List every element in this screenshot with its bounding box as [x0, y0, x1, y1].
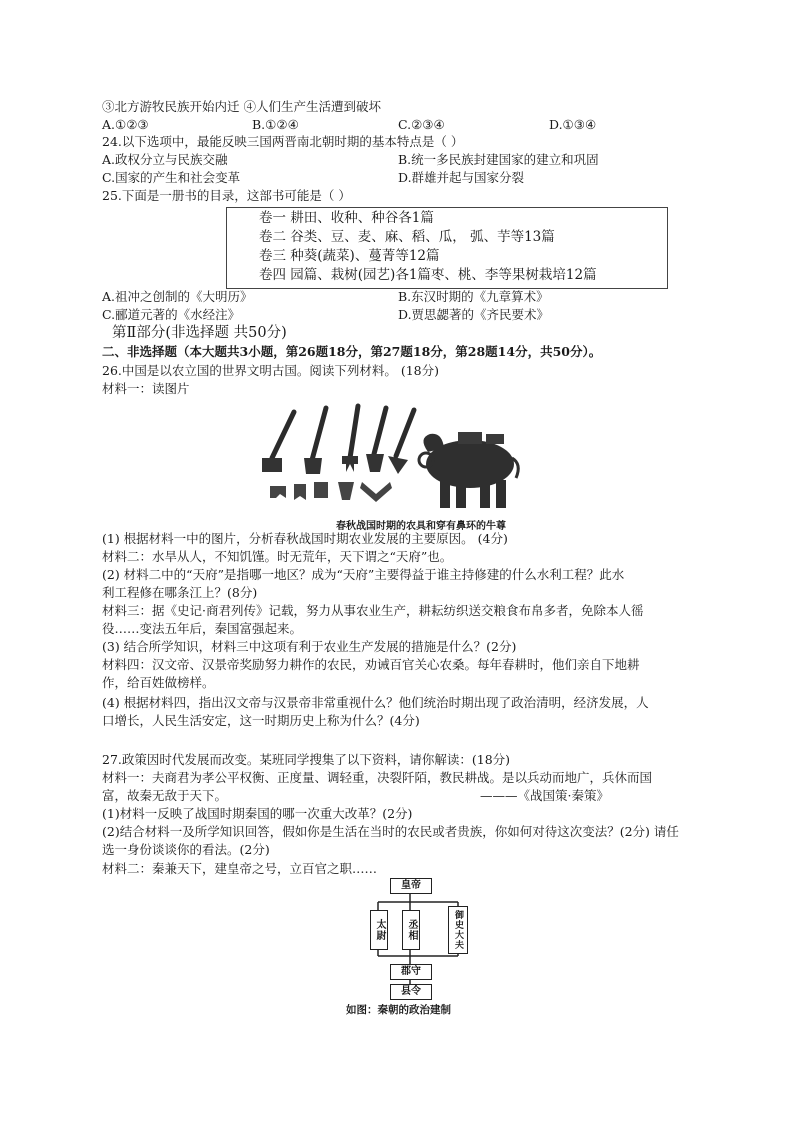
image-caption: 春秋战国时期的农具和穿有鼻环的牛尊: [336, 521, 506, 532]
q27-stem: 27.政策因时代发展而改变。某班同学搜集了以下资料，请你解读：(18分): [102, 752, 511, 767]
q23-items-line: ③北方游牧民族开始内迁 ④人们生产生活遭到破坏: [102, 99, 381, 114]
q24-option-c: C.国家的产生和社会变革: [102, 170, 241, 185]
emperor-box: 皇帝: [390, 878, 432, 894]
q23-option-d: D.①③④: [549, 117, 597, 132]
q27-material-1-line-1: 材料一：夫商君为孝公平权衡、正度量、调轻重，决裂阡陌，教民耕战。是以兵动而地广，兵休而国: [102, 770, 653, 785]
toc-row-2: 卷二 谷类、豆、麦、麻、稻、瓜， 弧、芋等13篇: [259, 229, 555, 245]
q26-material-3-line-2: 役……变法五年后，秦国富强起来。: [102, 621, 303, 636]
q27-question-2-line-1: (2)结合材料一及所学知识回答，假如你是生活在当时的农民或者贵族，你如何对待这次变法？(2分) 请任: [102, 824, 679, 839]
part2-title: 第Ⅱ部分(非选择题 共50分): [112, 325, 287, 341]
q25-stem: 25.下面是一册书的目录，这部书可能是（ ）: [102, 188, 351, 203]
q26-material-4-line-2: 作，给百姓做榜样。: [102, 675, 215, 690]
yushi-box: 御史大夫: [448, 906, 468, 954]
q23-option-c: C.②③④: [398, 117, 445, 132]
q27-material-2: 材料二：秦兼天下，建皇帝之号，立百官之职……: [102, 861, 378, 876]
q25-option-c: C.郦道元著的《水经注》: [102, 307, 241, 322]
toc-row-3: 卷三 种葵(蔬菜)、蔓菁等12篇: [259, 248, 440, 264]
q24-option-a: A.政权分立与民族交融: [102, 152, 228, 167]
q25-option-d: D.贾思勰著的《齐民要术》: [398, 307, 550, 322]
q26-question-3: (3) 结合所学知识，材料三中这项有利于农业生产发展的措施是什么？(2分): [102, 639, 517, 654]
q26-question-2-line-1: (2) 材料二中的“天府”是指哪一地区？成为“天府”主要得益于谁主持修建的什么水利工程？此水: [102, 567, 625, 582]
q27-material-1-line-2: 富，故秦无敌于天下。: [102, 788, 228, 803]
q26-question-4-line-2: 口增长，人民生活安定，这一时期历史上称为什么？(4分): [102, 713, 420, 728]
q26-material-4-line-1: 材料四：汉文帝、汉景帝奖励努力耕作的农民，劝诫百官关心农桑。每年春耕时，他们亲自下地耕: [102, 657, 640, 672]
q26-stem: 26.中国是以农立国的世界文明古国。阅读下列材料。 (18分): [102, 363, 440, 378]
q26-material-3-line-1: 材料三：据《史记·商君列传》记载，努力从事农业生产，耕耘纺织送交粮食布帛多者，免除本人徭: [102, 603, 644, 618]
diagram-caption: 如图：秦朝的政治建制: [346, 1004, 451, 1016]
q24-option-d: D.群雄并起与国家分裂: [398, 170, 525, 185]
xianling-box: 县令: [390, 984, 432, 1000]
q25-option-b: B.东汉时期的《九章算术》: [398, 289, 549, 304]
q27-question-1: (1)材料一反映了战国时期秦国的哪一次重大改革？(2分): [102, 806, 413, 821]
taiwei-box: 太尉: [370, 910, 388, 950]
section-heading: 二、非选择题（本大题共3小题，第26题18分，第27题18分，第28题14分，共50分）。: [102, 344, 602, 359]
q27-material-1-source: ———《战国策·秦策》: [480, 788, 609, 803]
q24-option-b: B.统一多民族封建国家的建立和巩固: [398, 152, 599, 167]
junshou-box: 郡守: [390, 964, 432, 980]
q27-question-2-line-2: 选一身份谈谈你的看法。(2分): [102, 842, 270, 857]
q26-question-2-line-2: 利工程修在哪条江上？(8分): [102, 585, 258, 600]
toc-row-1: 卷一 耕田、收种、种谷各1篇: [259, 210, 434, 226]
q26-question-4-line-1: (4) 根据材料四，指出汉文帝与汉景帝非常重视什么？他们统治时期出现了政治清明，经济发展，人: [102, 695, 649, 710]
q26-question-1: (1) 根据材料一中的图片，分析春秋战国时期农业发展的主要原因。 (4分): [102, 531, 508, 546]
toc-row-4: 卷四 园篇、栽树(园艺)各1篇枣、桃、李等果树栽培12篇: [259, 267, 597, 283]
chengxiang-box: 丞相: [402, 910, 420, 950]
q23-option-b: B.①②④: [252, 117, 299, 132]
toc-box: [226, 207, 668, 289]
q25-option-a: A.祖冲之创制的《大明历》: [102, 289, 253, 304]
q26-material-2: 材料二：水旱从人，不知饥馑。时无荒年，天下谓之“天府”也。: [102, 549, 453, 564]
q26-material-1-label: 材料一：读图片: [102, 381, 190, 396]
q24-stem: 24.以下选项中，最能反映三国两晋南北朝时期的基本特点是（ ）: [102, 134, 464, 149]
farm-tools-and-ox-image: [258, 398, 528, 528]
q23-option-a: A.①②③: [102, 117, 149, 132]
